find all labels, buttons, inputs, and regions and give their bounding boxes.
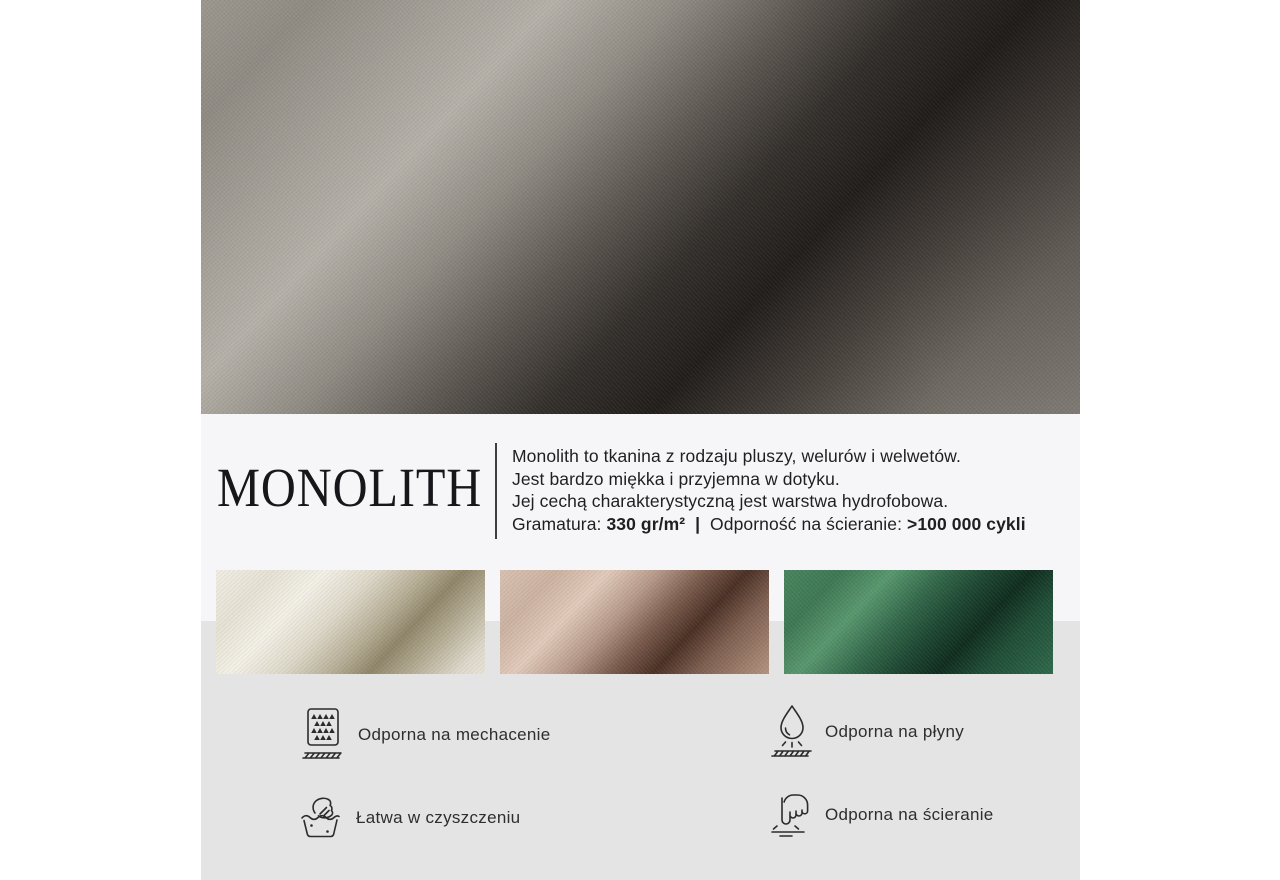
feature-label: Odporna na płyny (825, 722, 964, 741)
feature-label: Odporna na ścieranie (825, 805, 994, 824)
specs-gramatura-value: 330 gr/m² (606, 513, 686, 534)
easy-clean-icon (298, 789, 348, 847)
vertical-divider (495, 443, 497, 539)
swatch-cream (216, 570, 485, 674)
specs-abrasion-value: >100 000 cykli (907, 513, 1026, 534)
pilling-resistant-icon (300, 706, 350, 764)
liquid-resistant-icon (767, 703, 817, 761)
feature-label: Odporna na mechacenie (358, 725, 551, 744)
swatch-dark-green (784, 570, 1053, 674)
fabric-description (512, 445, 1072, 535)
specs-separator: | (685, 513, 711, 534)
description-line-1: Monolith to tkanina z rodzaju pluszy, welurów i welwetów. (512, 446, 961, 466)
specs-gramatura-label: Gramatura: (512, 513, 607, 534)
swatch-taupe-brown (500, 570, 769, 674)
description-line-3: Jej cechą charakterystyczną jest warstwa hydrofobowa. (512, 491, 949, 511)
fabric-specs-line (512, 513, 1072, 536)
feature-liquid-resistant (767, 703, 964, 761)
fabric-title: MONOLITH (217, 457, 483, 518)
abrasion-resistant-icon (767, 786, 817, 844)
fabric-hero-photo (201, 0, 1080, 414)
content-column (201, 0, 1080, 880)
feature-easy-clean (298, 789, 520, 847)
feature-label: Łatwa w czyszczeniu (356, 808, 521, 827)
feature-abrasion-resistant (767, 786, 994, 844)
feature-pilling-resistant (300, 706, 550, 764)
specs-abrasion-label: Odporność na ścieranie: (710, 513, 907, 534)
description-line-2: Jest bardzo miękka i przyjemna w dotyku. (512, 468, 840, 489)
